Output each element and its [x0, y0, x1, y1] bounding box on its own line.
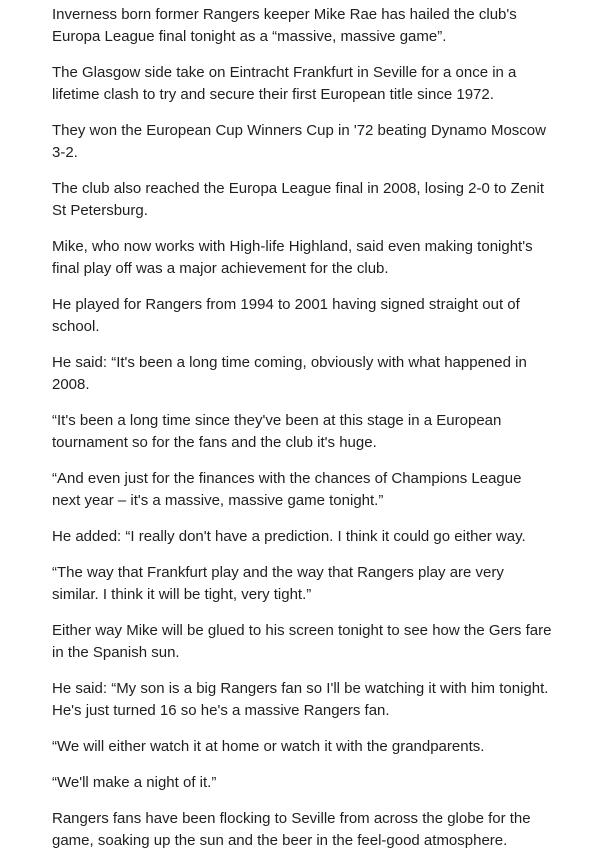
article-paragraph: Either way Mike will be glued to his screen tonight to see how the Gers fare in the Spanish sun. [52, 622, 552, 661]
article-paragraph: The club also reached the Europa League final in 2008, losing 2-0 to Zenit St Petersburg. [52, 180, 544, 219]
article-paragraph: Inverness born former Rangers keeper Mike Rae has hailed the club's Europa League final tonight as a “massive, massive game”. [52, 6, 517, 45]
article-paragraph: “And even just for the finances with the chances of Champions League next year – it's a massive, massive game tonight.” [52, 470, 522, 509]
article-paragraph: Mike, who now works with High-life Highland, said even making tonight's final play off was a major achievement for the club. [52, 238, 533, 277]
article-paragraph: They won the European Cup Winners Cup in '72 beating Dynamo Moscow 3-2. [52, 122, 546, 161]
article-paragraph: The Glasgow side take on Eintracht Frankfurt in Seville for a once in a lifetime clash to try and secure their first European title since 1972. [52, 64, 517, 103]
article-paragraph: He added: “I really don't have a prediction. I think it could go either way. [52, 528, 526, 545]
article-paragraph: “We'll make a night of it.” [52, 774, 217, 791]
article-paragraph: Rangers fans have been flocking to Seville from across the globe for the game, soaking up the sun and the beer in the feel-good atmosphere. [52, 810, 531, 849]
article-paragraph: He played for Rangers from 1994 to 2001 having signed straight out of school. [52, 296, 520, 335]
article-paragraph: “The way that Frankfurt play and the way that Rangers play are very similar. I think it will be tight, very tight.” [52, 564, 504, 603]
article-paragraph: He said: “My son is a big Rangers fan so I'll be watching it with him tonight. He's just turned 16 so he's a massive Rangers fan. [52, 680, 549, 719]
article-paragraph: He said: “It's been a long time coming, obviously with what happened in 2008. [52, 354, 527, 393]
article-paragraph: “It's been a long time since they've been at this stage in a European tournament so for the fans and the club it's huge. [52, 412, 502, 451]
article-body [52, 4, 552, 866]
article-paragraph: “We will either watch it at home or watch it with the grandparents. [52, 738, 485, 755]
